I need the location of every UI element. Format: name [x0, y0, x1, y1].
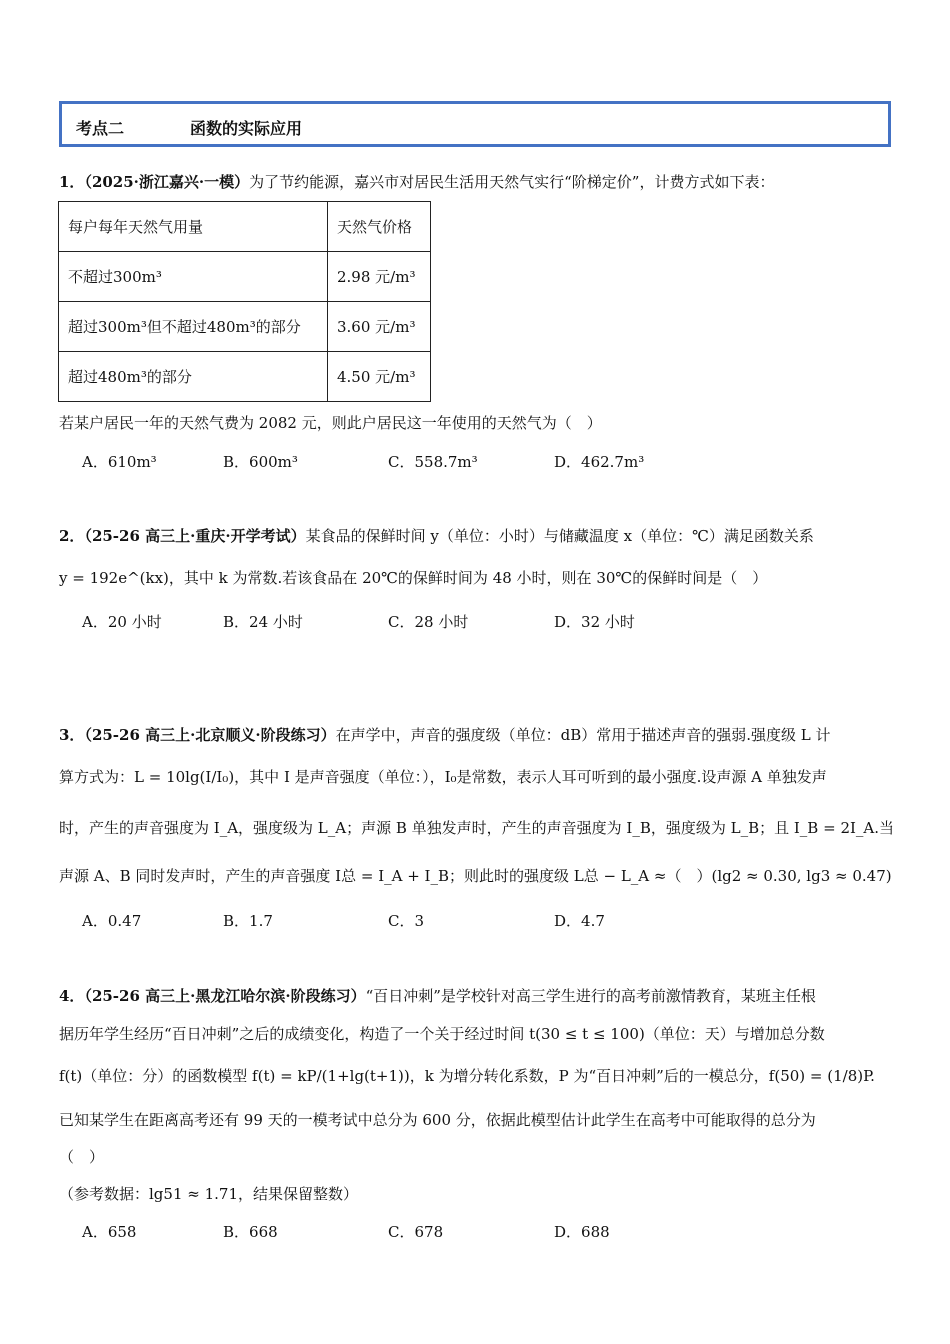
- table-header-row: [59, 202, 431, 252]
- table-row: [59, 352, 431, 402]
- q4-note: （参考数据：lg51 ≈ 1.71，结果保留整数）: [59, 1185, 358, 1203]
- q3-option-c[interactable]: C．3: [388, 912, 425, 930]
- q4-option-b[interactable]: B．668: [223, 1223, 278, 1241]
- q2-text-1: 某食品的保鲜时间 y（单位：小时）与储藏温度 x（单位：℃）满足函数关系: [305, 527, 814, 545]
- q3-line-1: [59, 725, 831, 745]
- q4-line-3: f(t)（单位：分）的函数模型 f(t) = kP/(1+lg(t+1))，k 为增分转化系数，P 为“百日冲刺”后的一模总分，f(50) = (1/8)P.: [59, 1067, 875, 1085]
- table-cell: 超过480m³的部分: [59, 352, 328, 402]
- q1-stem: 为了节约能源，嘉兴市对居民生活用天然气实行“阶梯定价”，计费方式如下表：: [249, 173, 775, 191]
- q4-option-a[interactable]: A．658: [82, 1223, 137, 1241]
- q3-option-a[interactable]: A．0.47: [82, 912, 142, 930]
- section-header: [59, 101, 891, 147]
- table-cell: 不超过300m³: [59, 252, 328, 302]
- table-header-price: 天然气价格: [328, 202, 431, 252]
- q4-number: 4．: [59, 987, 85, 1005]
- q4-option-d[interactable]: D．688: [554, 1223, 610, 1241]
- q4-option-c[interactable]: C．678: [388, 1223, 444, 1241]
- q4-line-2: 据历年学生经历“百日冲刺”之后的成绩变化，构造了一个关于经过时间 t(30 ≤ t ≤ 100)（单位：天）与增加总分数: [59, 1025, 825, 1043]
- q3-option-d[interactable]: D．4.7: [554, 912, 605, 930]
- table-cell: 4.50 元/m³: [328, 352, 431, 402]
- q4-source: （25-26 高三上·黑龙江哈尔滨·阶段练习）: [84, 987, 366, 1005]
- q3-line-3: 时，产生的声音强度为 I_A，强度级为 L_A；声源 B 单独发声时，产生的声音强度为 I_B，强度级为 L_B；且 I_B = 2I_A.当: [59, 819, 895, 837]
- q2-number: 2．: [59, 527, 85, 545]
- q2-option-b[interactable]: B．24 小时: [223, 613, 303, 631]
- q2-line-1: [59, 526, 814, 546]
- q1-source: （2025·浙江嘉兴·一模）: [84, 173, 250, 191]
- q3-text-1: 在声学中，声音的强度级（单位：dB）常用于描述声音的强弱.强度级 L 计: [335, 726, 831, 744]
- q1-option-b[interactable]: B．600m³: [223, 453, 298, 471]
- q4-line-4: 已知某学生在距离高考还有 99 天的一模考试中总分为 600 分，依据此模型估计此学生在高考中可能取得的总分为: [59, 1111, 816, 1129]
- q4-line-1: [59, 986, 816, 1006]
- q4-line-5: （ ）: [59, 1148, 105, 1166]
- section-title: 函数的实际应用: [190, 119, 303, 138]
- q3-source: （25-26 高三上·北京顺义·阶段练习）: [84, 726, 336, 744]
- q3-number: 3．: [59, 726, 85, 744]
- q2-option-a[interactable]: A．20 小时: [82, 613, 162, 631]
- q1-question: 若某户居民一年的天然气费为 2082 元，则此户居民这一年使用的天然气为（ ）: [59, 414, 602, 432]
- q3-option-b[interactable]: B．1.7: [223, 912, 273, 930]
- table-cell: 3.60 元/m³: [328, 302, 431, 352]
- q2-line-2: y = 192e^(kx)，其中 k 为常数.若该食品在 20℃的保鲜时间为 48 小时，则在 30℃的保鲜时间是（ ）: [59, 569, 768, 587]
- q2-option-c[interactable]: C．28 小时: [388, 613, 469, 631]
- q1-price-table: [58, 201, 431, 402]
- table-header-usage: 每户每年天然气用量: [59, 202, 328, 252]
- section-label: 考点二: [76, 119, 125, 138]
- q1-option-a[interactable]: A．610m³: [82, 453, 157, 471]
- table-cell: 超过300m³但不超过480m³的部分: [59, 302, 328, 352]
- q2-option-d[interactable]: D．32 小时: [554, 613, 635, 631]
- q2-source: （25-26 高三上·重庆·开学考试）: [84, 527, 306, 545]
- q3-line-4: 声源 A、B 同时发声时，产生的声音强度 I总 = I_A + I_B；则此时的强度级 L总 − L_A ≈（ ）(lg2 ≈ 0.30, lg3 ≈ 0.47): [59, 867, 892, 885]
- q1-stem-line: [59, 172, 774, 192]
- q3-line-2: 算方式为：L = 10lg(I/I₀)，其中 I 是声音强度（单位：），I₀是常数，表示人耳可听到的最小强度.设声源 A 单独发声: [59, 768, 827, 786]
- table-row: [59, 252, 431, 302]
- table-row: [59, 302, 431, 352]
- q4-text-1: “百日冲刺”是学校针对高三学生进行的高考前激情教育，某班主任根: [365, 987, 816, 1005]
- q1-number: 1．: [59, 173, 85, 191]
- q1-option-c[interactable]: C．558.7m³: [388, 453, 478, 471]
- table-cell: 2.98 元/m³: [328, 252, 431, 302]
- q1-option-d[interactable]: D．462.7m³: [554, 453, 645, 471]
